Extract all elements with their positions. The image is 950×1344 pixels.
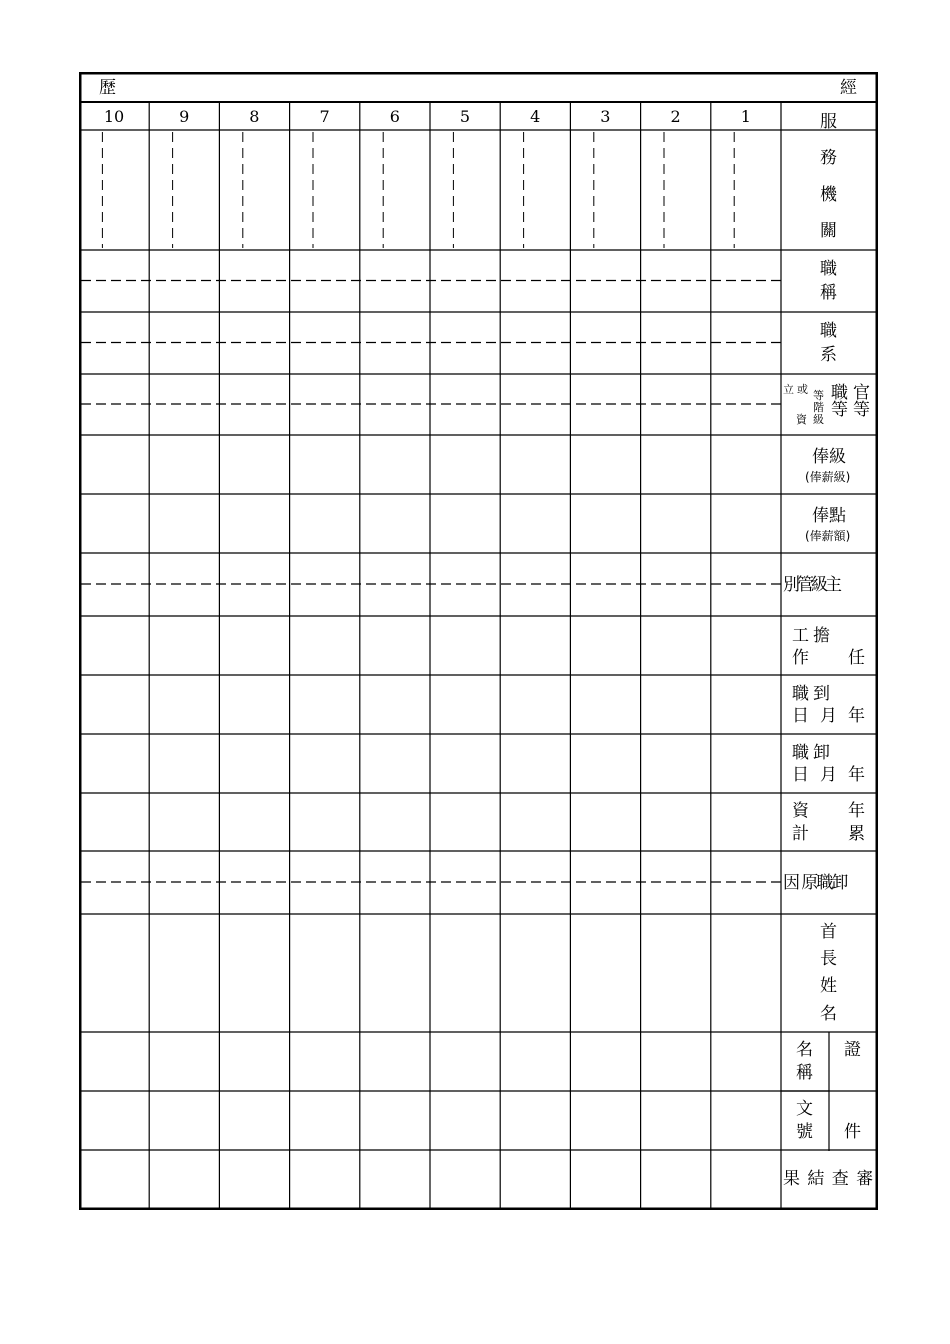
title-char-left: 歷 xyxy=(99,78,116,98)
cell-end-date-col-4[interactable] xyxy=(502,736,568,791)
cell-cert-name-col-7[interactable] xyxy=(292,1034,358,1089)
label-series-2: 系 xyxy=(820,345,837,365)
label-rank-h: 級 xyxy=(813,413,824,426)
cell-cert-number-col-9[interactable] xyxy=(151,1093,217,1148)
cell-end-date-col-1[interactable] xyxy=(713,736,779,791)
cell-supervisor-level-col-6[interactable] xyxy=(362,555,428,614)
cell-rank-col-3[interactable] xyxy=(572,376,638,433)
cell-start-date-col-1[interactable] xyxy=(713,677,779,732)
cell-seniority-col-2[interactable] xyxy=(643,795,709,849)
cell-points-col-4[interactable] xyxy=(502,496,568,551)
cell-grade-col-10[interactable] xyxy=(81,437,147,492)
label-chief-1: 首 xyxy=(820,922,837,942)
cell-rank-col-8[interactable] xyxy=(221,376,287,433)
cell-review-result-col-6[interactable] xyxy=(362,1152,428,1207)
cell-duty-col-3[interactable] xyxy=(572,618,638,673)
cell-duty-col-9[interactable] xyxy=(151,618,217,673)
cell-agency-col-8[interactable] xyxy=(221,132,287,248)
cell-points-col-1[interactable] xyxy=(713,496,779,551)
cell-start-date-col-6[interactable] xyxy=(362,677,428,732)
cell-leave-reason-col-3[interactable] xyxy=(572,853,638,912)
cell-series-col-2[interactable] xyxy=(643,314,709,372)
cell-start-date-col-9[interactable] xyxy=(151,677,217,732)
cell-rank-col-5[interactable] xyxy=(432,376,498,433)
label-start-a: 到 xyxy=(813,684,830,704)
cell-series-col-7[interactable] xyxy=(292,314,358,372)
cell-duty-col-1[interactable] xyxy=(713,618,779,673)
label-seniority-b: 年 xyxy=(848,801,865,821)
cell-end-date-col-6[interactable] xyxy=(362,736,428,791)
cell-series-col-5[interactable] xyxy=(432,314,498,372)
cell-grade-col-8[interactable] xyxy=(221,437,287,492)
cell-end-date-col-2[interactable] xyxy=(643,736,709,791)
cell-supervisor-level-col-4[interactable] xyxy=(502,555,568,614)
label-end-d: 月 xyxy=(820,765,837,785)
cell-rank-col-10[interactable] xyxy=(81,376,147,433)
label-review-result: 果 結 查 審 xyxy=(783,1169,875,1189)
label-seniority-d: 累 xyxy=(848,824,865,844)
cell-chief-name-col-7[interactable] xyxy=(292,916,358,1030)
column-number-7: 7 xyxy=(319,107,330,126)
cell-leave-reason-col-5[interactable] xyxy=(432,853,498,912)
cell-series-col-3[interactable] xyxy=(572,314,638,372)
label-rank-b: 等 xyxy=(853,400,870,420)
cell-supervisor-level-col-9[interactable] xyxy=(151,555,217,614)
label-title-1: 職 xyxy=(820,259,837,279)
cell-seniority-col-7[interactable] xyxy=(292,795,358,849)
label-rank-g: 或 xyxy=(797,383,808,396)
cell-points-col-10[interactable] xyxy=(81,496,147,551)
label-cert-1: 證 xyxy=(844,1040,861,1060)
cell-leave-reason-col-2[interactable] xyxy=(643,853,709,912)
label-rank-a: 官 xyxy=(853,383,870,403)
label-supervisor-level: 別管級主 xyxy=(783,575,839,595)
cell-end-date-col-8[interactable] xyxy=(221,736,287,791)
cell-cert-number-col-10[interactable] xyxy=(81,1093,147,1148)
cell-cert-number-col-4[interactable] xyxy=(502,1093,568,1148)
column-number-9: 9 xyxy=(179,107,190,126)
cell-title-col-6[interactable] xyxy=(362,252,428,310)
cell-cert-number-col-1[interactable] xyxy=(713,1093,779,1148)
cell-cert-number-col-8[interactable] xyxy=(221,1093,287,1148)
cell-series-col-10[interactable] xyxy=(81,314,147,372)
label-duty-d: 任 xyxy=(848,648,865,668)
label-end-e: 年 xyxy=(848,765,865,785)
cell-leave-reason-col-7[interactable] xyxy=(292,853,358,912)
label-rank-i: 立 xyxy=(783,383,794,396)
cell-points-col-3[interactable] xyxy=(572,496,638,551)
cell-cert-name-col-3[interactable] xyxy=(572,1034,638,1089)
cell-duty-col-2[interactable] xyxy=(643,618,709,673)
cell-review-result-col-8[interactable] xyxy=(221,1152,287,1207)
cell-grade-col-9[interactable] xyxy=(151,437,217,492)
cell-review-result-col-9[interactable] xyxy=(151,1152,217,1207)
cell-chief-name-col-10[interactable] xyxy=(81,916,147,1030)
cell-duty-col-6[interactable] xyxy=(362,618,428,673)
cell-end-date-col-9[interactable] xyxy=(151,736,217,791)
cell-series-col-6[interactable] xyxy=(362,314,428,372)
cell-cert-number-col-6[interactable] xyxy=(362,1093,428,1148)
cell-chief-name-col-3[interactable] xyxy=(572,916,638,1030)
column-number-1: 1 xyxy=(740,107,751,126)
cell-agency-col-10[interactable] xyxy=(81,132,147,248)
cell-agency-col-7[interactable] xyxy=(292,132,358,248)
cell-end-date-col-7[interactable] xyxy=(292,736,358,791)
cell-title-col-5[interactable] xyxy=(432,252,498,310)
cell-review-result-col-3[interactable] xyxy=(572,1152,638,1207)
cell-leave-reason-col-6[interactable] xyxy=(362,853,428,912)
label-cert-name-2: 稱 xyxy=(796,1063,813,1083)
label-series-1: 職 xyxy=(820,321,837,341)
column-number-5: 5 xyxy=(459,107,471,126)
cell-supervisor-level-col-2[interactable] xyxy=(643,555,709,614)
label-duty-a: 擔 xyxy=(813,626,830,646)
service-history-form xyxy=(79,72,878,1210)
cell-title-col-2[interactable] xyxy=(643,252,709,310)
column-number-6: 6 xyxy=(389,107,400,126)
label-rank-f: 階 xyxy=(813,401,824,414)
label-start-b: 職 xyxy=(792,684,809,704)
cell-rank-col-9[interactable] xyxy=(151,376,217,433)
cell-duty-col-7[interactable] xyxy=(292,618,358,673)
cell-cert-name-col-8[interactable] xyxy=(221,1034,287,1089)
cell-agency-col-6[interactable] xyxy=(362,132,428,248)
label-cert-name-1: 名 xyxy=(796,1040,813,1060)
cell-agency-col-3[interactable] xyxy=(572,132,638,248)
cell-title-col-8[interactable] xyxy=(221,252,287,310)
cell-chief-name-col-2[interactable] xyxy=(643,916,709,1030)
cell-cert-name-col-1[interactable] xyxy=(713,1034,779,1089)
cell-supervisor-level-col-3[interactable] xyxy=(572,555,638,614)
label-cert-no-2: 號 xyxy=(796,1122,813,1142)
cell-title-col-7[interactable] xyxy=(292,252,358,310)
cell-seniority-col-5[interactable] xyxy=(432,795,498,849)
column-number-8: 8 xyxy=(249,107,260,126)
cell-cert-name-col-9[interactable] xyxy=(151,1034,217,1089)
cell-chief-name-col-9[interactable] xyxy=(151,916,217,1030)
cell-agency-col-1[interactable] xyxy=(713,132,779,248)
cell-agency-col-5[interactable] xyxy=(432,132,498,248)
cell-review-result-col-10[interactable] xyxy=(81,1152,147,1207)
label-chief-2: 長 xyxy=(820,949,837,969)
cell-chief-name-col-5[interactable] xyxy=(432,916,498,1030)
cell-series-col-4[interactable] xyxy=(502,314,568,372)
label-grade: 俸級 xyxy=(812,447,846,467)
title-char-right: 經 xyxy=(840,78,857,98)
cell-title-col-4[interactable] xyxy=(502,252,568,310)
label-cert-no-1: 文 xyxy=(796,1099,813,1119)
cell-cert-number-col-3[interactable] xyxy=(572,1093,638,1148)
label-seniority-c: 計 xyxy=(792,824,809,844)
cell-title-col-9[interactable] xyxy=(151,252,217,310)
cell-cert-number-col-7[interactable] xyxy=(292,1093,358,1148)
cell-rank-col-4[interactable] xyxy=(502,376,568,433)
label-duty-b: 工 xyxy=(792,626,809,646)
label-points: 俸點 xyxy=(812,506,846,526)
label-chief-4: 名 xyxy=(820,1004,837,1024)
cell-grade-col-3[interactable] xyxy=(572,437,638,492)
cell-rank-col-7[interactable] xyxy=(292,376,358,433)
cell-supervisor-level-col-10[interactable] xyxy=(81,555,147,614)
column-number-3: 3 xyxy=(600,107,611,126)
cell-grade-col-4[interactable] xyxy=(502,437,568,492)
cell-seniority-col-10[interactable] xyxy=(81,795,147,849)
cell-start-date-col-7[interactable] xyxy=(292,677,358,732)
label-start-c: 日 xyxy=(792,706,809,726)
cell-grade-col-5[interactable] xyxy=(432,437,498,492)
label-chief-3: 姓 xyxy=(820,976,837,996)
cell-grade-col-6[interactable] xyxy=(362,437,428,492)
label-end-a: 卸 xyxy=(813,743,830,763)
cell-seniority-col-1[interactable] xyxy=(713,795,779,849)
cell-duty-col-5[interactable] xyxy=(432,618,498,673)
label-rank-c: 職 xyxy=(831,383,848,403)
cell-grade-col-2[interactable] xyxy=(643,437,709,492)
cell-cert-name-col-2[interactable] xyxy=(643,1034,709,1089)
cell-seniority-col-4[interactable] xyxy=(502,795,568,849)
label-start-e: 年 xyxy=(848,706,865,726)
cell-rank-col-1[interactable] xyxy=(713,376,779,433)
cell-cert-name-col-6[interactable] xyxy=(362,1034,428,1089)
cell-cert-name-col-10[interactable] xyxy=(81,1034,147,1089)
cell-cert-number-col-2[interactable] xyxy=(643,1093,709,1148)
cell-seniority-col-3[interactable] xyxy=(572,795,638,849)
cell-title-col-3[interactable] xyxy=(572,252,638,310)
cell-series-col-9[interactable] xyxy=(151,314,217,372)
cell-start-date-col-2[interactable] xyxy=(643,677,709,732)
cell-chief-name-col-6[interactable] xyxy=(362,916,428,1030)
cell-leave-reason-col-4[interactable] xyxy=(502,853,568,912)
cell-start-date-col-8[interactable] xyxy=(221,677,287,732)
cell-seniority-col-6[interactable] xyxy=(362,795,428,849)
cell-seniority-col-9[interactable] xyxy=(151,795,217,849)
cell-rank-col-2[interactable] xyxy=(643,376,709,433)
cell-cert-name-col-5[interactable] xyxy=(432,1034,498,1089)
cell-title-col-10[interactable] xyxy=(81,252,147,310)
cell-series-col-1[interactable] xyxy=(713,314,779,372)
cell-leave-reason-col-10[interactable] xyxy=(81,853,147,912)
cell-supervisor-level-col-8[interactable] xyxy=(221,555,287,614)
column-number-10: 10 xyxy=(103,107,125,126)
cell-chief-name-col-8[interactable] xyxy=(221,916,287,1030)
cell-end-date-col-3[interactable] xyxy=(572,736,638,791)
cell-review-result-col-5[interactable] xyxy=(432,1152,498,1207)
cell-start-date-col-5[interactable] xyxy=(432,677,498,732)
cell-grade-col-7[interactable] xyxy=(292,437,358,492)
cell-points-col-8[interactable] xyxy=(221,496,287,551)
cell-points-col-5[interactable] xyxy=(432,496,498,551)
cell-agency-col-2[interactable] xyxy=(643,132,709,248)
cell-supervisor-level-col-5[interactable] xyxy=(432,555,498,614)
cell-points-col-6[interactable] xyxy=(362,496,428,551)
cell-review-result-col-2[interactable] xyxy=(643,1152,709,1207)
cell-cert-name-col-4[interactable] xyxy=(502,1034,568,1089)
cell-points-col-9[interactable] xyxy=(151,496,217,551)
cell-start-date-col-10[interactable] xyxy=(81,677,147,732)
cell-start-date-col-3[interactable] xyxy=(572,677,638,732)
cell-chief-name-col-1[interactable] xyxy=(713,916,779,1030)
cell-rank-col-6[interactable] xyxy=(362,376,428,433)
cell-agency-col-4[interactable] xyxy=(502,132,568,248)
label-grade-sub: (俸薪級) xyxy=(805,470,851,484)
cell-leave-reason-col-1[interactable] xyxy=(713,853,779,912)
cell-leave-reason-col-9[interactable] xyxy=(151,853,217,912)
label-agency-2: 務 xyxy=(820,148,837,168)
label-cert-2: 件 xyxy=(844,1122,861,1142)
cell-end-date-col-10[interactable] xyxy=(81,736,147,791)
cell-series-col-8[interactable] xyxy=(221,314,287,372)
cell-leave-reason-col-8[interactable] xyxy=(221,853,287,912)
cell-grade-col-1[interactable] xyxy=(713,437,779,492)
cell-supervisor-level-col-7[interactable] xyxy=(292,555,358,614)
cell-chief-name-col-4[interactable] xyxy=(502,916,568,1030)
label-rank-e: 等 xyxy=(813,389,824,402)
cell-title-col-1[interactable] xyxy=(713,252,779,310)
label-agency-1: 服 xyxy=(820,112,837,132)
cell-start-date-col-4[interactable] xyxy=(502,677,568,732)
cell-points-col-7[interactable] xyxy=(292,496,358,551)
label-title-2: 稱 xyxy=(820,283,837,303)
cell-duty-col-8[interactable] xyxy=(221,618,287,673)
label-end-c: 日 xyxy=(792,765,809,785)
cell-review-result-col-1[interactable] xyxy=(713,1152,779,1207)
label-start-d: 月 xyxy=(820,706,837,726)
label-end-b: 職 xyxy=(792,743,809,763)
cell-review-result-col-4[interactable] xyxy=(502,1152,568,1207)
cell-cert-number-col-5[interactable] xyxy=(432,1093,498,1148)
cell-duty-col-4[interactable] xyxy=(502,618,568,673)
column-number-4: 4 xyxy=(530,107,541,126)
label-seniority-a: 資 xyxy=(792,801,809,821)
cell-duty-col-10[interactable] xyxy=(81,618,147,673)
label-rank-j: 資 xyxy=(796,413,807,426)
label-duty-c: 作 xyxy=(792,648,809,668)
cell-agency-col-9[interactable] xyxy=(151,132,217,248)
cell-end-date-col-5[interactable] xyxy=(432,736,498,791)
cell-seniority-col-8[interactable] xyxy=(221,795,287,849)
label-rank-d: 等 xyxy=(831,400,848,420)
column-number-2: 2 xyxy=(670,107,681,126)
label-points-sub: (俸薪額) xyxy=(805,529,851,543)
cell-points-col-2[interactable] xyxy=(643,496,709,551)
cell-review-result-col-7[interactable] xyxy=(292,1152,358,1207)
label-agency-3: 機 xyxy=(820,185,837,205)
cell-supervisor-level-col-1[interactable] xyxy=(713,555,779,614)
label-agency-4: 關 xyxy=(820,221,837,241)
label-leave-reason: 因 原職卸 xyxy=(783,873,847,893)
